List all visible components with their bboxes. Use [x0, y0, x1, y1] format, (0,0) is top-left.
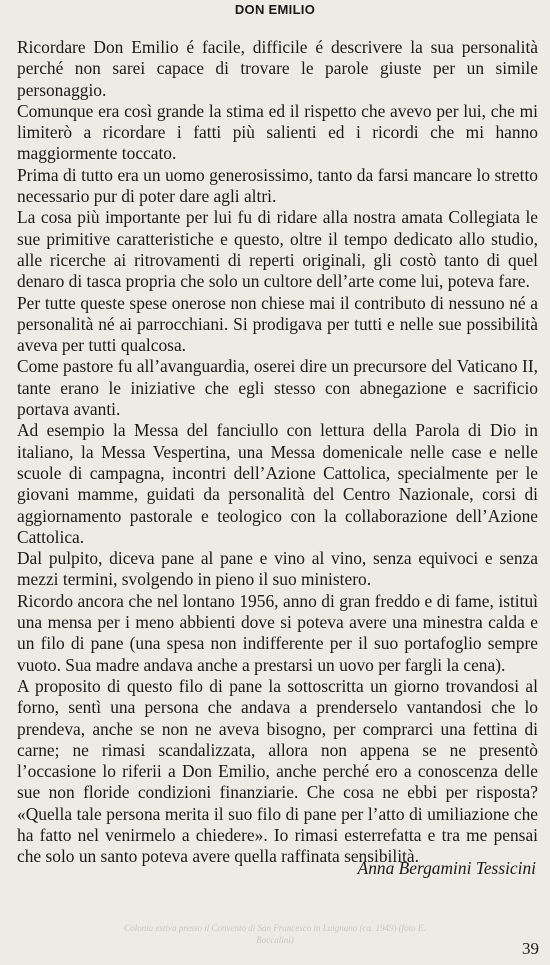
page-number: 39 [522, 939, 539, 958]
paragraph: Per tutte queste spese onerose non chiese mai il contributo di nessuno né a personalità né ai parrocchiani. Si prodigava per tutti e nelle sue possibilità aveva per tutti qualcosa. [17, 292, 538, 356]
paragraph: Dal pulpito, diceva pane al pane e vino al vino, senza equivoci e senza mezzi termini, svolgendo in pieno il suo ministero. [17, 548, 538, 590]
paragraph: Ricordare Don Emilio é facile, difficile é descrivere la sua personalità perché non sarei capace di trovare le parole giuste per un simile personaggio. [17, 37, 538, 100]
show-through-caption: Colonia estiva presso il Convento di San Francesco in Luignano (ca. 1949) (foto E. Boccalini) [124, 923, 426, 945]
paragraph: Ad esempio la Messa del fanciullo con lettura della Parola di Dio in italiano, la Messa Vespertina, una Messa domenicale nelle case e nelle scuole di campagna, incontri dell’Azione Cattolica, specialmente per le giovani mamme, guidati da personalità del Centro Nazionale, corsi di aggiornamento pastorale e teologico con la collaborazione dell’Azione Cattolica. [17, 420, 538, 547]
paragraph: Comunque era così grande la stima ed il rispetto che avevo per lui, che mi limiterò a ricordare i fatti più salienti ed i ricordi che mi hanno maggiormente toccato. [17, 100, 538, 164]
article-title: DON EMILIO [234, 2, 316, 17]
paragraph: Ricordo ancora che nel lontano 1956, anno di gran freddo e di fame, istituì una mensa per i meno abbienti dove si poteva avere una minestra calda e un filo di pane (una spesa non indifferente per il suo portafoglio sempre vuoto. Sua madre andava anche a prestarsi un uovo per fargli la cena). [17, 590, 538, 675]
paragraph: Come pastore fu all’avanguardia, oserei dire un precursore del Vaticano II, tante erano le iniziative che egli stesso con abnegazione e sacrificio portava avanti. [17, 356, 538, 420]
article-body [17, 37, 538, 868]
paragraph: La cosa più importante per lui fu di ridare alla nostra amata Collegiata le sue primitive caratteristiche e questo, oltre il tempo dedicato allo studio, alle ricerche ai ritrovamenti di reperti originali, gli costò tanto di quel denaro di tasca propria che solo un cultore dell’arte come lui, poteva fare. [17, 207, 538, 292]
paragraph: Prima di tutto era un uomo generosissimo, tanto da farsi mancare lo stretto necessario pur di poter dare agli altri. [17, 164, 538, 207]
paragraph: A proposito di questo filo di pane la sottoscritta un giorno trovandosi al forno, sentì una persona che andava a prenderselo vantandosi che lo prendeva, anche se non ne aveva bisogno, per comprarci una fettina di carne; ne rimasi scandalizzata, allora non appena se ne presentò l’occasione lo riferii a Don Emilio, anche perché ero a conoscenza delle sue non floride condizioni finanziarie. Che cosa ne ebbi per risposta? «Quella tale persona merita il suo filo di pane per l’atto di umiliazione che ha fatto nel venirmelo a chiedere». Io rimasi esterrefatta e tra me pensai che solo un santo poteva avere quella raffinata sensibilità. [17, 675, 538, 867]
author-signature: Anna Bergamini Tessicini [357, 858, 536, 878]
